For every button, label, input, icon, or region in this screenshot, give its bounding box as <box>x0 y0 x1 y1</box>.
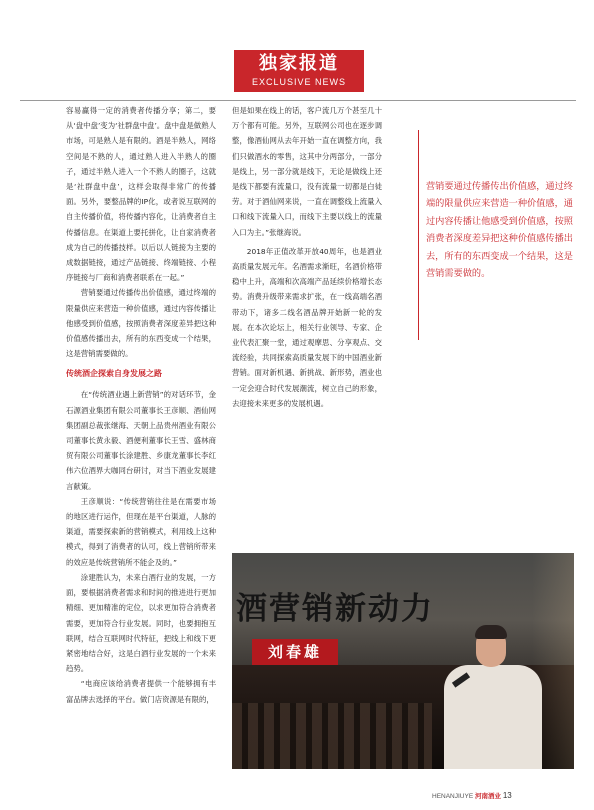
section-title: 独家报道 <box>259 53 339 74</box>
page-number: 13 <box>502 791 512 800</box>
left-para-6: “电商应该给消费者提供一个能够拥有丰富品牌去选择的平台。做门店资源是有限的， <box>66 679 216 704</box>
middle-para-2: 2018年正值改革开放40周年，也是酒业高质量发展元年。名酒需求渐旺，名酒价格带稳中上升，高端和次高端产品延续价格增长态势。消费升级带来需求扩张，在一线高端名酒带动下，诸多二线名酒品牌开始新一轮的发展。在本次论坛上，相关行业领导、专家、企业代表汇聚一堂，通过观摩思、分享观点、交流经验，共同探索高质量发展下的中国酒业新营销。面对新机遇、新挑战、新形势，酒业也一定会迎合时代发展潮流，树立自己的形象，去迎接未来更多的发展机遇。 <box>232 246 382 408</box>
section-header-badge <box>234 50 364 92</box>
pull-quote: 营销要通过传播传出价值感，通过终端的限量供应来营造一种价值感，通过内容传播让他感受到价值感，按照消费者深度差异把这种价值感传播出去，所有的东西变成一个结果，这是营销需要做的。 <box>426 181 573 280</box>
left-para-3: 在“传统酒业遇上新营销”的对话环节，金石源酒业集团有限公司董事长王彦顺、酒仙网集团副总裁张继海、天朝上品贵州酒业有限公司董事长黄永毅、酒便利董事长王雪、盛林商贸有限公司董事长涂建胜、乡康龙董事长李红伟六位酒界大咖同台研讨，对当下酒业发展建言献策。 <box>66 390 216 491</box>
footer-magazine-name: 河南酒业 <box>475 793 501 800</box>
audience-silhouettes <box>232 703 432 769</box>
speaker-hair <box>475 625 507 639</box>
left-column <box>66 103 216 707</box>
header-divider <box>20 100 576 101</box>
middle-para-1: 但是如果在线上的话，客户流几万个甚至几十万个都有可能。另外，互联网公司也在逐步调整，像酒仙网从去年开始一直在调整方向，我们只做酒水的零售，这其中分两部分，一部分是线上，另一部分就是线下，无论是做线上还是线下都要有流量口，没有流量一切都是白徒劳。对于酒仙网来说，一直在调整线上流量入口和线下流量入口，而线下主要以线上的流量入口为主。”张继海说。 <box>232 106 382 237</box>
subheading: 传统酒企探索自身发展之路 <box>66 369 162 379</box>
left-para-5: 涂建胜认为，未来白酒行业的发展，一方面，要根据消费者需求和时间的推进进行更加精细、更加精准的定位，以求更加符合消费者需要，更加符合行业发展。同时，也要拥抱互联网，结合互联网时代特征，把线上和线下更紧密地结合好，这是白酒行业发展的一个未来趋势。 <box>66 572 216 674</box>
speaker-name-tag: 刘春雄 <box>252 639 338 665</box>
backdrop-screen-text: 酒营销新动力 <box>236 591 434 627</box>
page-footer <box>432 791 512 800</box>
left-para-1: 容易赢得一定的消费者传播分享；第二，要从‘盘中盘’变为‘社群盘中盘’。盘中盘是做熟人市场，可是熟人是有限的。酒是半熟人，网络空间是不熟的人，通过熟人进入半熟人的圈子，通过半熟人进入一个不熟人的圈子，这就是‘社群盘中盘’，这样会取得非常广的传播面。另外，要整品牌的IP化，或者说互联网的自主传播价值，将传播内容化，让消费者自主传播信息。在渠道上要托拼化，让自家消费者成为自己的传播技样。以后以人链接为主要的成数据链接，通过产品链接、终端链接、小程序链接与厂商和消费者联系在一起。” <box>66 106 216 283</box>
middle-column <box>232 103 382 411</box>
footer-pinyin: HENANJIUYE <box>432 793 474 800</box>
pull-quote-rule <box>418 130 419 340</box>
left-para-4: 王彦顺说：“传统营销往往是在需要市场的地区进行运作，但现在是平台渠道，人脉的渠道，需要探索新的营销模式，利用线上这种模式，得到了消费者的认可，线上营销所带来的效应是传统营销所不能企及的。” <box>66 496 216 567</box>
event-photo <box>232 553 574 769</box>
section-subtitle: EXCLUSIVE NEWS <box>251 77 347 87</box>
left-para-2: 营销要通过传播传出价值感，通过终端的限量供应来营造一种价值感，通过内容传播让他感受到价值感，按照消费者深度差异把这种价值感传播出去，所有的东西变成一个结果，这是营销需要做的。 <box>66 288 216 359</box>
